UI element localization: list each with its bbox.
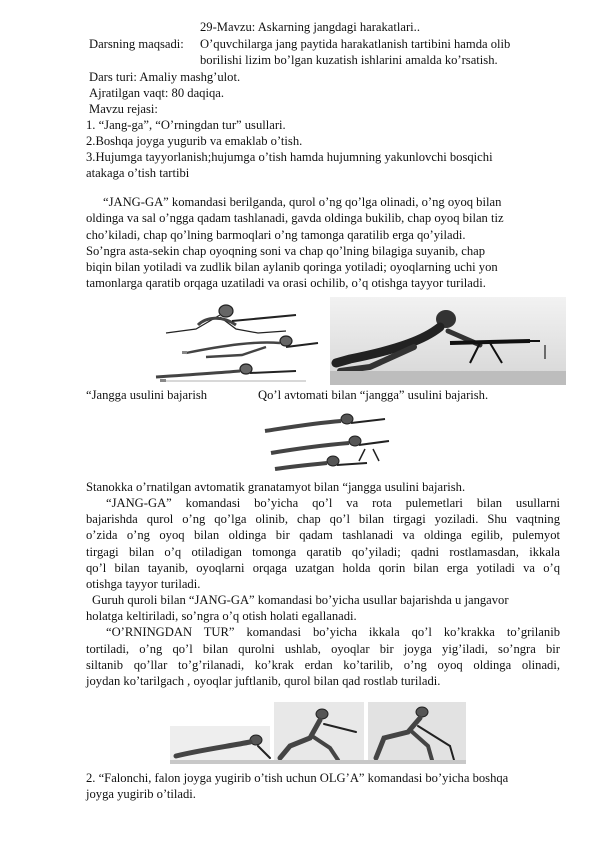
caption-grenade-launcher: Stanokka o’rnatilgan avtomatik granatamyot bilan “jangga usulini bajarish. [86,480,466,494]
para4-line-2: tortiladi, o’ng qo’l bilan qurolni ushlab, oyoqlar bir joyga yig’iladi, so’ngra bir [86,642,560,656]
para1-line-2: oldinga va sal o’ngga qadam tashlanadi, gavda oldinga bukilib, chap oyoq bilan tiz [86,211,504,225]
para1-line-1: “JANG-GA” komandasi berilganda, qurol o’ng qo’lga olinadi, o’ng oyoq bilan [103,195,502,209]
lesson-type: Dars turi: Amaliy mashg’ulot. [89,70,241,84]
para2-line-3: o’zida o’ng oyoq bilan oldinga bir qadam tashlanadi va oldinga egilib, pulemyot [86,528,560,542]
para3-line-2: holatga keltiriladi, so’ngra o’q otish holati egallanadi. [86,609,357,623]
plan-item-2: 2.Boshqa joyga yugurib va emaklab o’tish. [86,134,303,148]
para1-line-4: So’ngra asta-sekin chap oyoqning soni va chap qo’lning bilagiga suyanib, chap [86,244,486,258]
para4-line-1: “O’RNINGDAN TUR” komandasi bo’yicha ikkala qo’l ko’krakka to’grilanib [106,625,560,639]
plan-item-3-continued: atakaga o’tish tartibi [86,166,190,180]
figure-grenade-launcher-crew [255,405,393,475]
para1-line-3: cho’kiladi, chap qo’lning barmoqlari o’ng tamonga qaratilib erga qo’yiladi. [86,228,466,242]
figure-rising-sequence [170,702,466,764]
caption-prone: “Jangga usulini bajarish [86,388,208,402]
para2-line-2: bajarishda qurol o’ng qo’lga olinib, chap qo’l bilan tirgagi yoziladi. Shu vaqtning [86,512,560,526]
plan-label: Mavzu rejasi: [89,102,158,116]
page-title: 29-Mavzu: Askarning jangdagi harakatlari.. [200,20,420,34]
para2-line-6: otishga tayyor turiladi. [86,577,201,591]
plan-item-1: 1. “Jang-ga”, “O’rningdan tur” usullari. [86,118,286,132]
figure-machine-gunner [330,297,566,385]
para4-line-3: siltanib qo’llar to’g’rilanadi, ko’krak erdan ko’tarilib, o’ng oyoq oldinga olinadi, [86,658,560,672]
caption-machine-gun: Qo’l avtomati bilan “jangga” usulini bajarish. [258,388,489,402]
para2-line-1: “JANG-GA” komandasi bo’yicha qo’l va rota pulemetlari bilan usullarni [106,496,560,510]
para4-line-4: joydan ko’tarilgach , oyoqlar juftlanib, qurol bilan qad rostlab turiladi. [86,674,441,688]
para1-line-6: tamonlarga qaratib orqaga uzatiladi va orasi ochilib, o’q otishga tayyor turiladi. [86,276,486,290]
goal-text-line-2: borilishi lizim bo’lgan kuzatish ishlarini amalda ko’rsatish. [200,53,498,67]
section2-line-2: joyga yugirib o’tiladi. [86,787,196,801]
plan-item-3: 3.Hujumga tayyorlanish;hujumga o’tish hamda hujumning yakunlovchi bosqichi [86,150,493,164]
figure-prone-soldiers [146,295,322,387]
goal-label: Darsning maqsadi: [89,37,184,51]
para2-line-5: qo’l bilan tayanib, oyoqlarni orqaga uzatgan holda qorin bilan erga yotiladi va o’q [86,561,560,575]
para3-line-1: Guruh quroli bilan “JANG-GA” komandasi bo’yicha usullar bajarishda u jangavor [92,593,509,607]
goal-text-line-1: O’quvchilarga jang paytida harakatlanish tartibini hamda olib [200,37,511,51]
para2-line-4: tirgagi bilan o’q otiladigan tomonga qaratib qo’yiladi; qadni rostlamasdan, ikkala [86,545,560,559]
lesson-time: Ajratilgan vaqt: 80 daqiqa. [89,86,224,100]
section2-line-1: 2. “Falonchi, falon joyga yugirib o’tish uchun OLG’A” komandasi bo’yicha boshqa [86,771,509,785]
para1-line-5: biqin bilan yotiladi va zudlik bilan aylanib qoringa yotiladi; oyoqlarning uchi yon [86,260,498,274]
